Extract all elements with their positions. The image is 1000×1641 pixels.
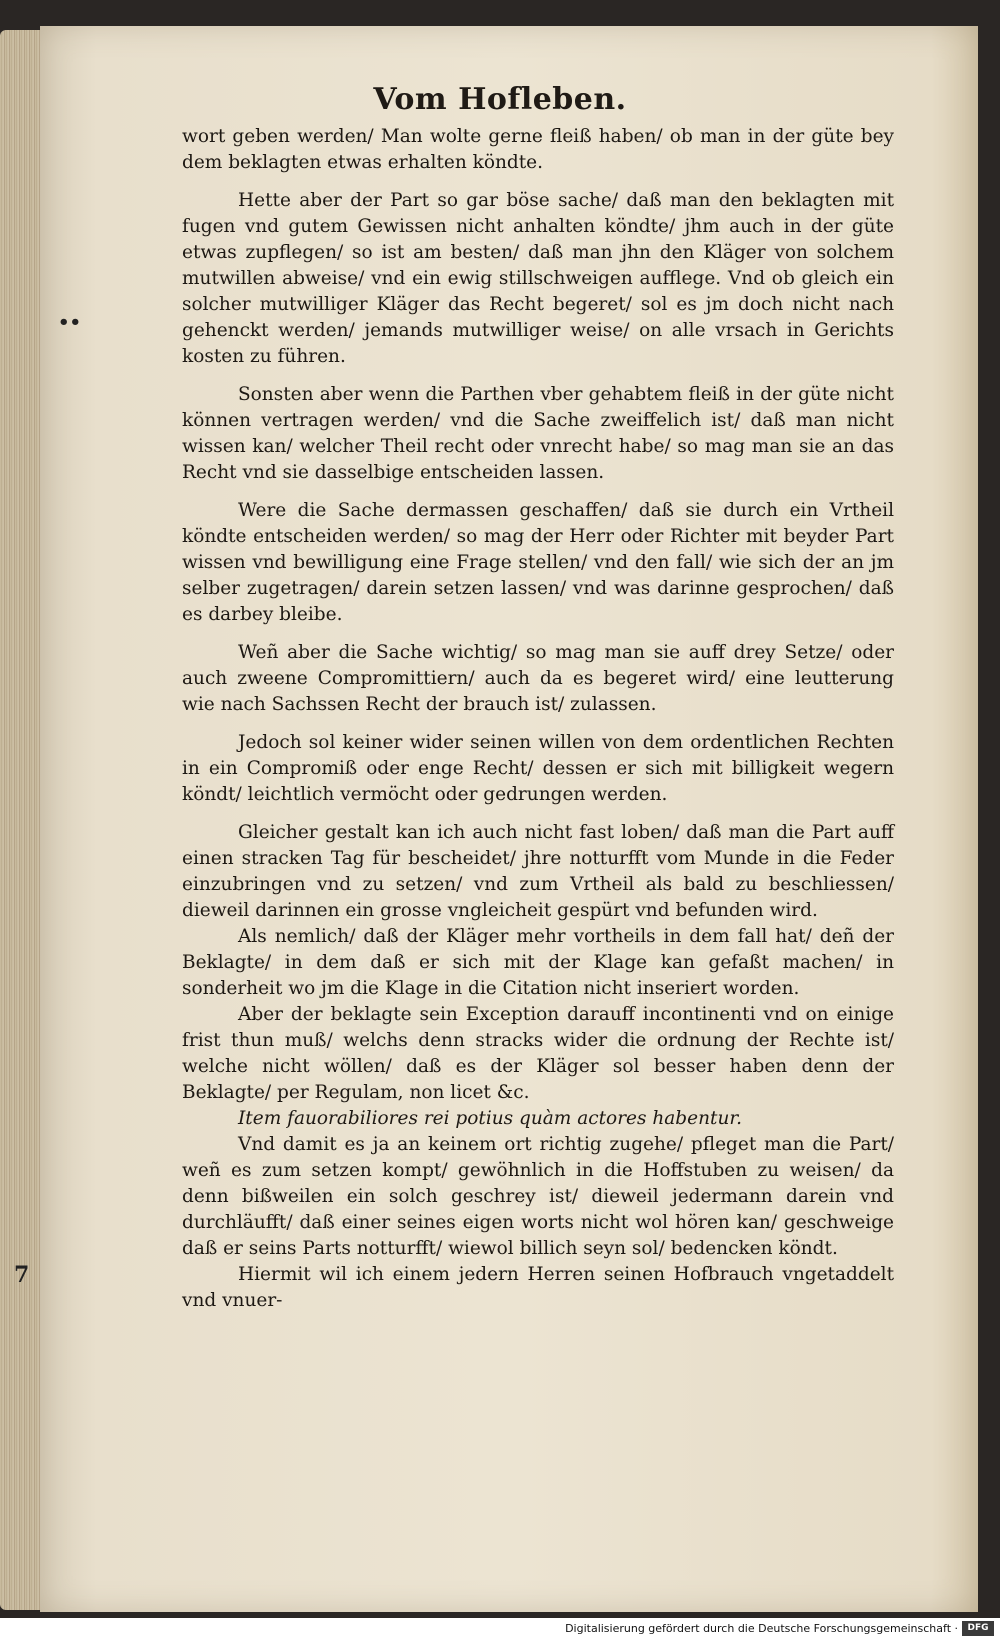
margin-dots: ••	[58, 312, 82, 333]
dfg-logo-icon: DFG	[962, 1621, 994, 1636]
paragraph: Hette aber der Part so gar böse sache/ daß man den beklagten mit fugen vnd gutem Gewissen nicht anhalten köndte/ jhm auch in der güte etwas zupflegen/ so ist am besten/ daß man jhn den Kläger von solchem mutwillen abweise/ vnd ein ewig stillschweigen aufflege. Vnd ob gleich ein solcher mutwilliger Kläger das Recht begeret/ sol es jm doch nicht nach gehenckt werden/ jemands mutwilliger weise/ on alle vrsach in Gerichts kosten zu führen.	[182, 190, 894, 367]
paragraph: Weñ aber die Sache wichtig/ so mag man sie auff drey Setze/ oder auch zweene Compromittiern/ auch da es begeret wird/ eine leutterung wie nach Sachssen Recht der brauch ist/ zulassen.	[182, 642, 894, 715]
paragraph: Hiermit wil ich einem jedern Herren seinen Hofbrauch vngetaddelt vnd vnuer-	[182, 1264, 894, 1311]
paragraph: Jedoch sol keiner wider seinen willen von dem ordentlichen Rechten in ein Compromiß oder enge Recht/ dessen er sich mit billigkeit wegern köndt/ leichtlich vermöcht oder gedrungen werden.	[182, 732, 894, 805]
running-head: Vom Hofleben.	[373, 82, 627, 117]
paragraph: Were die Sache dermassen geschaffen/ daß sie durch ein Vrtheil köndte entscheiden werden/ so mag der Herr oder Richter mit beyder Part wissen vnd bewilligung eine Frage stellen/ vnd den fall/ wie sich der an jm selber zugetragen/ darein setzen lassen/ vnd was darinne gesprochen/ daß es darbey bleibe.	[182, 500, 894, 625]
latin-paragraph: Item fauorabiliores rei potius quàm actores habentur.	[238, 1108, 743, 1129]
paragraph: Als nemlich/ daß der Kläger mehr vortheils in dem fall hat/ deñ der Beklagte/ in dem daß er sich mit der Klage kan gefaßt machen/ in sonderheit wo jm die Klage in die Citation nicht inseriert worden.	[182, 926, 894, 999]
paragraph: Sonsten aber wenn die Parthen vber gehabtem fleiß in der güte nicht können vertragen werden/ vnd die Sache zweiffelich ist/ daß man nicht wissen kan/ welcher Theil recht oder vnrecht habe/ so mag man sie an das Recht vnd sie dasselbige entscheiden lassen.	[182, 384, 894, 483]
footer-credit: Digitalisierung gefördert durch die Deutsche Forschungsgemeinschaft ·	[565, 1622, 958, 1635]
paragraph: wort geben werden/ Man wolte gerne fleiß haben/ ob man in der güte bey dem beklagten etwas erhalten köndte.	[182, 126, 894, 173]
paragraph: Vnd damit es ja an keinem ort richtig zugehe/ pfleget man die Part/ weñ es zum setzen kompt/ gewöhnlich in die Hoffstuben zu weisen/ da denn bißweilen ein solch geschrey ist/ dieweil jedermann darein vnd durchläufft/ daß einer seines eigen worts nicht wol hören kan/ geschweige daß er seins Parts notturfft/ wiewol billich seyn sol/ bedencken köndt.	[182, 1134, 894, 1259]
margin-numeral: 7	[14, 1262, 30, 1288]
paragraph: Gleicher gestalt kan ich auch nicht fast loben/ daß man die Part auff einen stracken Tag für bescheidet/ jhre notturfft vom Munde in die Feder einzubringen vnd zu setzen/ vnd zum Vrtheil als bald zu beschliessen/ dieweil darinnen ein grosse vngleicheit gespürt vnd befunden wird.	[182, 822, 894, 921]
body-text	[182, 124, 894, 1314]
paragraph: Aber der beklagte sein Exception darauff incontinenti vnd on einige frist thun muß/ welchs denn stracks wider die ordnung der Rechte ist/ welche nicht wöllen/ daß es der Kläger sol besser haben denn der Beklagte/ per Regulam, non licet &c.	[182, 1004, 894, 1103]
